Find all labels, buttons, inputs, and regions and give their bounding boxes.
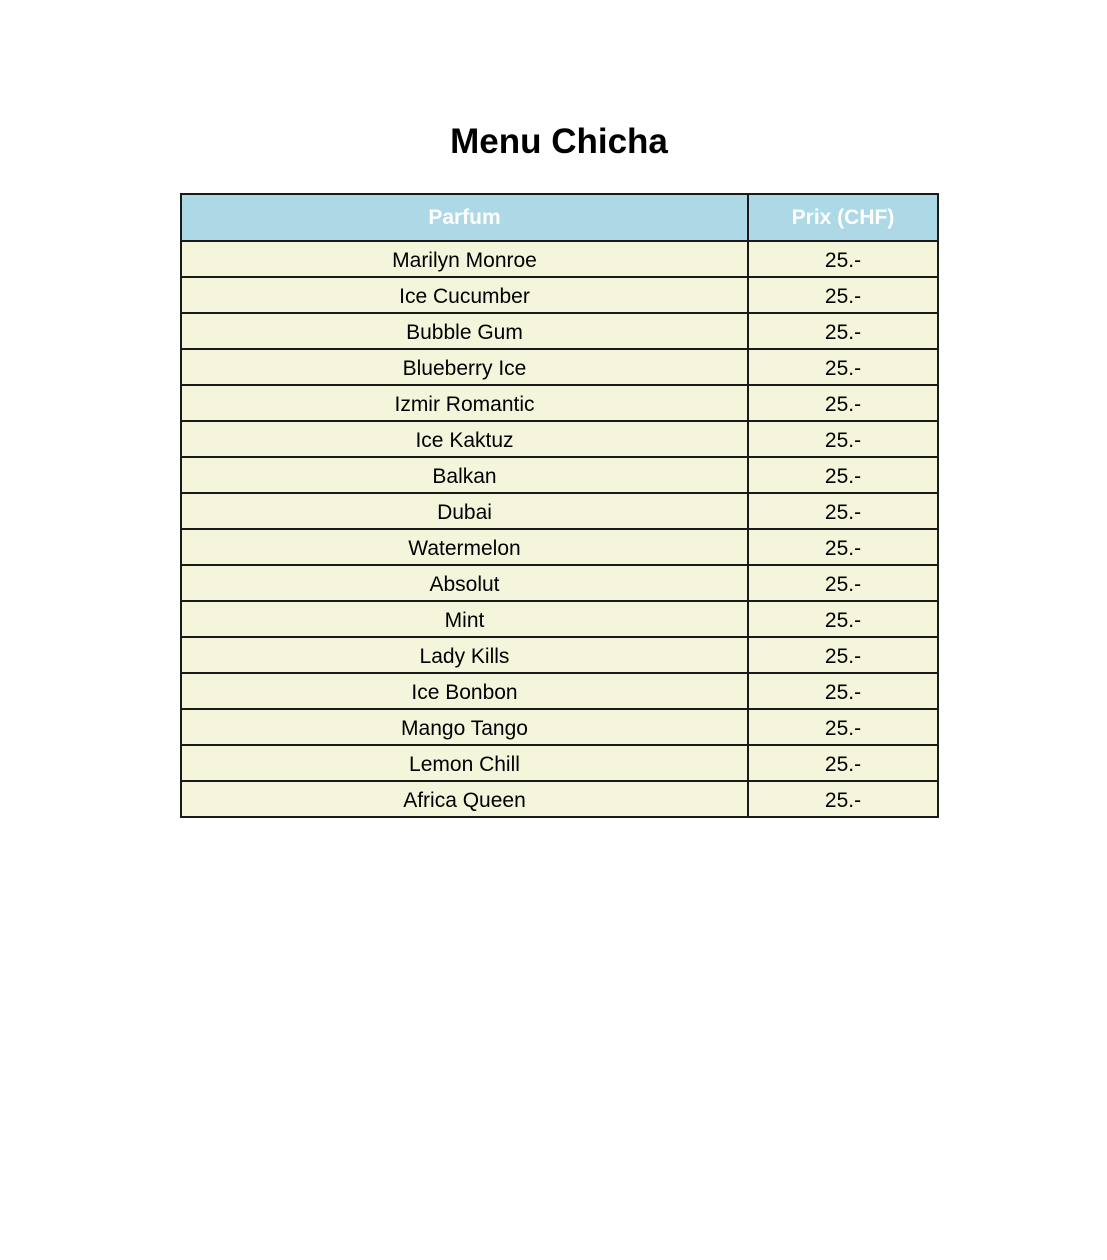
table-row (181, 529, 938, 565)
price-cell: 25.- (748, 529, 938, 565)
price-cell: 25.- (748, 565, 938, 601)
flavor-cell: Mango Tango (181, 709, 748, 745)
flavor-cell: Africa Queen (181, 781, 748, 817)
table-row (181, 601, 938, 637)
flavor-cell: Blueberry Ice (181, 349, 748, 385)
price-cell: 25.- (748, 709, 938, 745)
table-row (181, 385, 938, 421)
price-cell: 25.- (748, 349, 938, 385)
price-cell: 25.- (748, 385, 938, 421)
flavor-cell: Absolut (181, 565, 748, 601)
price-cell: 25.- (748, 277, 938, 313)
table-row (181, 349, 938, 385)
table-row (181, 745, 938, 781)
price-cell: 25.- (748, 457, 938, 493)
price-cell: 25.- (748, 673, 938, 709)
flavor-cell: Lady Kills (181, 637, 748, 673)
column-header-price: Prix (CHF) (748, 194, 938, 241)
flavor-cell: Ice Cucumber (181, 277, 748, 313)
table-row (181, 493, 938, 529)
flavor-cell: Watermelon (181, 529, 748, 565)
table-row (181, 241, 938, 277)
flavor-cell: Balkan (181, 457, 748, 493)
page-title: Menu Chicha (450, 122, 668, 161)
table-row (181, 709, 938, 745)
flavor-cell: Ice Kaktuz (181, 421, 748, 457)
table-row (181, 565, 938, 601)
price-cell: 25.- (748, 493, 938, 529)
flavor-cell: Dubai (181, 493, 748, 529)
price-cell: 25.- (748, 637, 938, 673)
table-body (181, 241, 938, 817)
price-cell: 25.- (748, 601, 938, 637)
table-row (181, 421, 938, 457)
table-row (181, 277, 938, 313)
table-row (181, 637, 938, 673)
table-row (181, 673, 938, 709)
flavor-cell: Bubble Gum (181, 313, 748, 349)
flavor-cell: Mint (181, 601, 748, 637)
table-row (181, 457, 938, 493)
column-header-flavor: Parfum (181, 194, 748, 241)
price-cell: 25.- (748, 241, 938, 277)
flavor-cell: Lemon Chill (181, 745, 748, 781)
price-cell: 25.- (748, 313, 938, 349)
price-cell: 25.- (748, 745, 938, 781)
flavor-cell: Izmir Romantic (181, 385, 748, 421)
price-cell: 25.- (748, 781, 938, 817)
table-header-row (181, 194, 938, 241)
flavor-cell: Ice Bonbon (181, 673, 748, 709)
menu-table (180, 193, 939, 818)
table-row (181, 781, 938, 817)
flavor-cell: Marilyn Monroe (181, 241, 748, 277)
price-cell: 25.- (748, 421, 938, 457)
table-row (181, 313, 938, 349)
